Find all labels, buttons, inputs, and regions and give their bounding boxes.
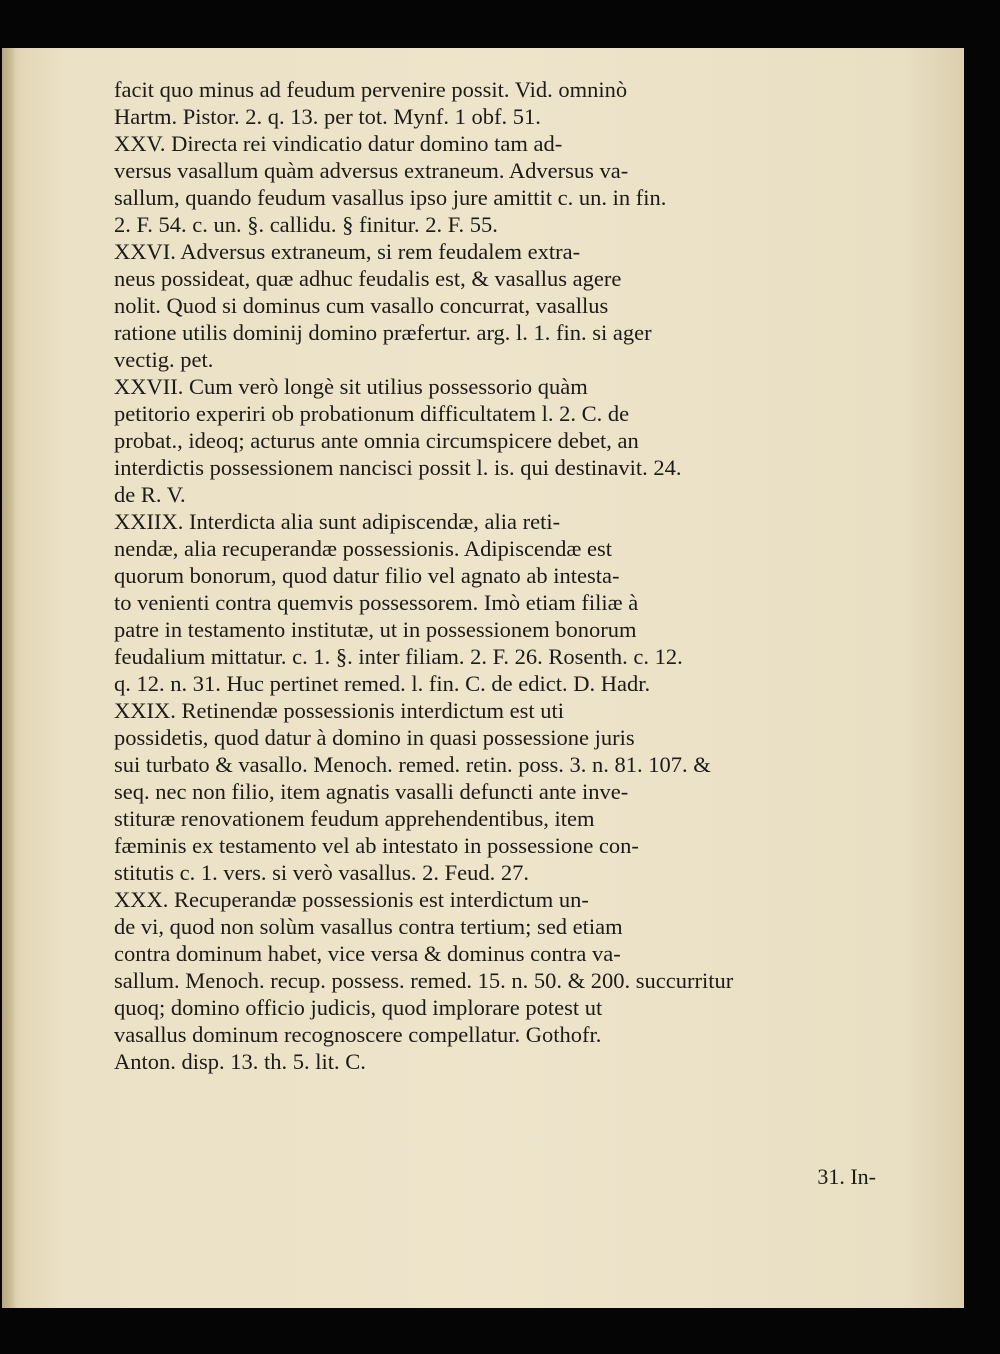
text-line: petitorio experiri ob probationum difficultatem l. 2. C. de <box>114 401 630 426</box>
page-gutter-shadow <box>2 48 16 1308</box>
text-line: possidetis, quod datur à domino in quasi possessione juris <box>114 725 635 750</box>
text-line: quoq; domino officio judicis, quod implorare potest ut <box>114 995 603 1020</box>
text-line: feudalium mittatur. c. 1. §. inter filiam. 2. F. 26. Rosenth. c. 12. <box>114 644 683 669</box>
text-line: stitutis c. 1. vers. si verò vasallus. 2. Feud. 27. <box>114 860 529 885</box>
text-line: fæminis ex testamento vel ab intestato in possessione con- <box>114 833 639 858</box>
text-line: sallum, quando feudum vasallus ipso jure amittit c. un. in fin. <box>114 185 667 210</box>
text-line: patre in testamento institutæ, ut in possessionem bonorum <box>114 617 637 642</box>
text-line: sallum. Menoch. recup. possess. remed. 15. n. 50. & 200. succurritur <box>114 968 734 993</box>
text-line: stituræ renovationem feudum apprehendentibus, item <box>114 806 595 831</box>
text-line: XXVI. Adversus extraneum, si rem feudalem extra- <box>114 239 581 264</box>
text-line: vectig. pet. <box>114 347 214 372</box>
text-line: de R. V. <box>114 482 186 507</box>
text-line: vasallus dominum recognoscere compellatur. Gothofr. <box>114 1022 602 1047</box>
text-line: sui turbato & vasallo. Menoch. remed. retin. poss. 3. n. 81. 107. & <box>114 752 711 777</box>
text-line: q. 12. n. 31. Huc pertinet remed. l. fin. C. de edict. D. Hadr. <box>114 671 651 696</box>
text-line: XXX. Recuperandæ possessionis est interdictum un- <box>114 887 589 912</box>
text-line: de vi, quod non solùm vasallus contra tertium; sed etiam <box>114 914 623 939</box>
page-text <box>114 76 794 1075</box>
text-line: contra dominum habet, vice versa & dominus contra va- <box>114 941 621 966</box>
text-line: facit quo minus ad feudum pervenire possit. Vid. omninò <box>114 77 628 102</box>
text-line: XXVII. Cum verò longè sit utilius possessorio quàm <box>114 374 588 399</box>
text-line: ratione utilis dominij domino præfertur. arg. l. 1. fin. si ager <box>114 320 652 345</box>
text-line: XXIX. Retinendæ possessionis interdictum est uti <box>114 698 564 723</box>
book-page <box>2 48 964 1308</box>
text-line: quorum bonorum, quod datur filio vel agnato ab intesta- <box>114 563 620 588</box>
catchword: 31. In- <box>817 1164 876 1189</box>
text-line: 2. F. 54. c. un. §. callidu. § finitur. 2. F. 55. <box>114 212 498 237</box>
text-line: neus possideat, quæ adhuc feudalis est, & vasallus agere <box>114 266 622 291</box>
text-line: XXV. Directa rei vindicatio datur domino tam ad- <box>114 131 563 156</box>
text-line: Hartm. Pistor. 2. q. 13. per tot. Mynf. 1 obf. 51. <box>114 104 541 129</box>
text-line: probat., ideoq; acturus ante omnia circumspicere debet, an <box>114 428 639 453</box>
text-line: interdictis possessionem nancisci possit l. is. qui destinavit. 24. <box>114 455 682 480</box>
text-line: XXIIX. Interdicta alia sunt adipiscendæ, alia reti- <box>114 509 561 534</box>
text-line: Anton. disp. 13. th. 5. lit. C. <box>114 1049 366 1074</box>
text-line: nendæ, alia recuperandæ possessionis. Adipiscendæ est <box>114 536 613 561</box>
text-line: to venienti contra quemvis possessorem. Imò etiam filiæ à <box>114 590 639 615</box>
text-line: seq. nec non filio, item agnatis vasalli defuncti ante inve- <box>114 779 629 804</box>
text-line: versus vasallum quàm adversus extraneum. Adversus va- <box>114 158 629 183</box>
text-line: nolit. Quod si dominus cum vasallo concurrat, vasallus <box>114 293 609 318</box>
